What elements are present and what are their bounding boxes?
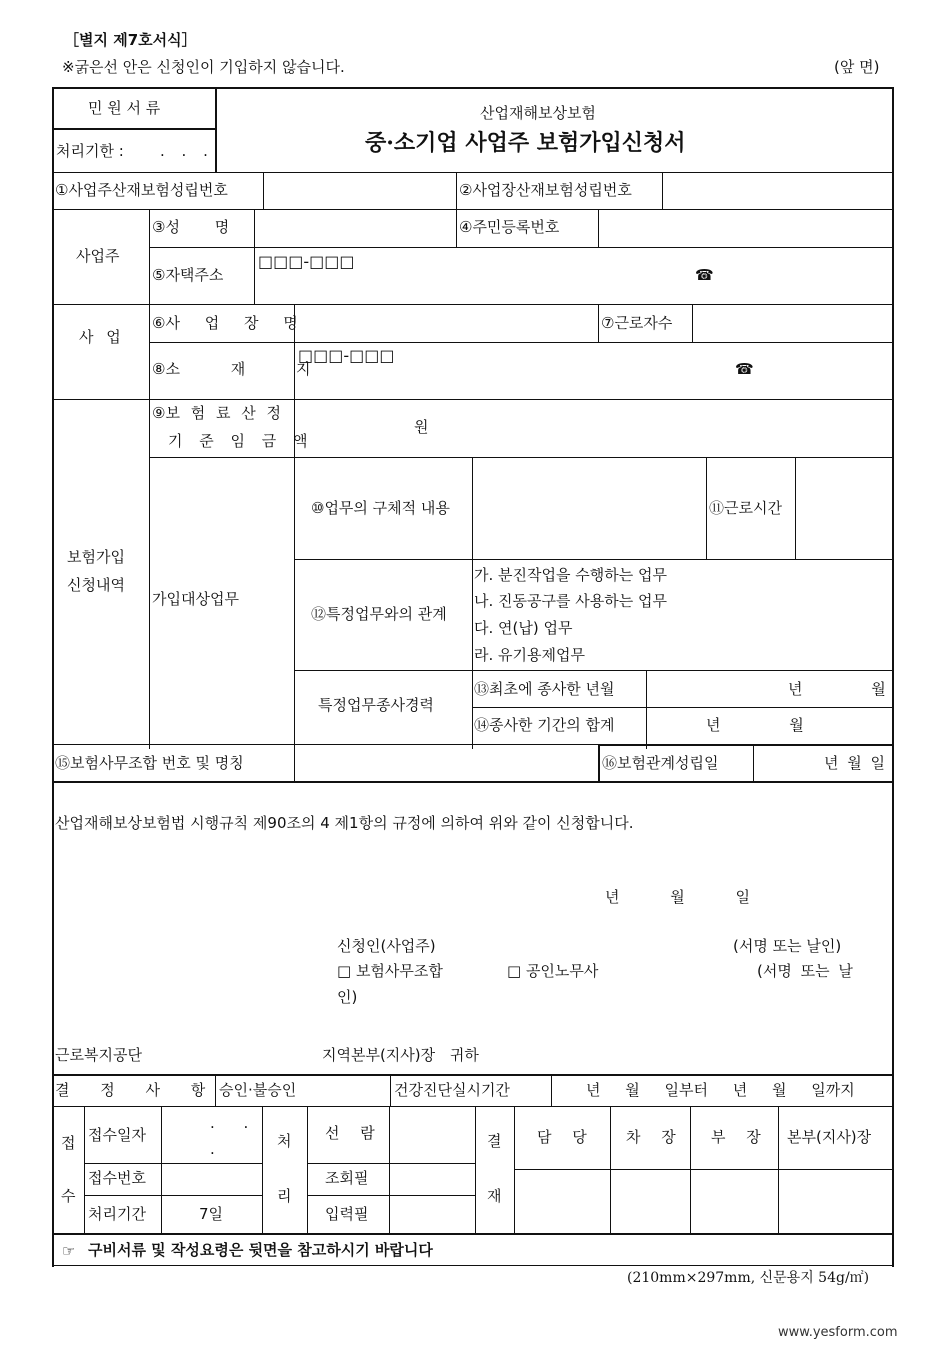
office-col-389 (389, 1106, 390, 1234)
office-col-610 (610, 1106, 611, 1234)
decision-col3 (551, 1074, 552, 1107)
declaration-date[interactable]: 년 월 일 (605, 888, 751, 906)
business-label: 사 업 (79, 328, 121, 346)
option-insurance-union[interactable]: □ 보험사무조합 (337, 962, 443, 980)
business-phone-icon: ☎ (735, 360, 754, 378)
option-solvent[interactable]: 라. 유기용제업무 (474, 646, 585, 664)
row1-div2 (456, 172, 457, 247)
pointer-icon: ☞ (62, 1242, 76, 1260)
approver-deputy: 차 장 (626, 1128, 676, 1146)
recipient-org: 근로복지공단 (55, 1046, 142, 1064)
read-label: 선 람 (325, 1124, 375, 1142)
recipient-title: 지역본부(지사)장 귀하 (322, 1046, 479, 1064)
owner-mid (149, 247, 894, 248)
relation-label: ⑫특정업무와의 관계 (311, 605, 447, 623)
decision-top (52, 1074, 894, 1076)
worker-count-label: ⑦근로자수 (601, 314, 673, 332)
process-period-value: 7일 (199, 1205, 224, 1223)
row1-bottom (52, 209, 894, 210)
workplace-insurance-no-label: ②사업장산재보험성립번호 (459, 181, 632, 199)
process-period-label: 처리기간 (88, 1205, 146, 1223)
office-col-262 (262, 1106, 263, 1234)
row15-col2 (598, 744, 600, 782)
won-unit: 원 (414, 418, 429, 436)
address-label: ⑤자택주소 (152, 266, 224, 284)
sign-note-1: (서명 또는 날인) (733, 937, 842, 955)
office-row-a2 (84, 1195, 262, 1196)
row15-col1 (294, 744, 295, 782)
total-period-label: ⑭종사한 기간의 합계 (474, 716, 615, 734)
task-detail-field[interactable] (475, 460, 703, 556)
frame-bottom (52, 1265, 894, 1266)
business-bottom (52, 399, 894, 400)
phone-icon: ☎ (695, 266, 714, 284)
row15-bottom (52, 781, 894, 783)
option-vibration[interactable]: 나. 진동공구를 사용하는 업무 (474, 592, 667, 610)
minwon-divider (52, 128, 216, 130)
office-col-778 (778, 1106, 779, 1234)
office-col-161 (161, 1106, 162, 1234)
relation-date-label: ⑯보험관계성립일 (602, 754, 719, 772)
office-row-c1 (514, 1169, 894, 1170)
union-label: ⑮보험사무조합 번호 및 명칭 (55, 754, 244, 772)
owner-insurance-no-label: ①사업주산재보험성립번호 (55, 181, 228, 199)
first-start-label: ⑬최초에 종사한 년월 (474, 680, 615, 698)
business-postal-boxes[interactable]: □□□-□□□ (298, 346, 395, 365)
wage-field[interactable] (297, 401, 889, 455)
su-label: 수 (61, 1187, 76, 1205)
checkup-period[interactable]: 년 월 일부터 년 월 일까지 (586, 1081, 855, 1099)
office-row-a1 (84, 1163, 262, 1164)
paper-size: (210mm×297mm, 신문용지 54g/㎡) (627, 1270, 870, 1286)
decision-col1 (215, 1074, 216, 1107)
option-labor-attorney[interactable]: □ 공인노무사 (507, 962, 599, 980)
approver-head: 본부(지사)장 (787, 1128, 872, 1146)
footer-note: 구비서류 및 작성요령은 뒷면을 참고하시기 바랍니다 (88, 1241, 433, 1259)
owner-postal-boxes[interactable]: □□□-□□□ (258, 252, 355, 271)
target-task-label: 가입대상업무 (152, 590, 239, 608)
office-col-690 (690, 1106, 691, 1234)
name-label: ③성 명 (152, 218, 230, 236)
approve-label[interactable]: 승인·불승인 (219, 1081, 297, 1099)
owner-bottom (52, 304, 894, 305)
checkup-label: 건강진단실시기간 (394, 1081, 510, 1099)
sign-note-2-cont: 인) (337, 988, 358, 1006)
title-divider (215, 87, 217, 173)
location-label: ⑧소 재 지 (152, 360, 311, 378)
ins-col-472 (472, 457, 473, 749)
frame-top (52, 87, 894, 89)
worker-count-field[interactable] (695, 306, 889, 340)
deadline-dots: . . . (160, 142, 214, 160)
approver-staff: 담 당 (537, 1128, 587, 1146)
gyeol-label: 결 (487, 1132, 502, 1150)
ins-col-294 (294, 399, 295, 749)
jeop-label: 접 (61, 1134, 76, 1152)
row16-top-bold (598, 744, 894, 746)
work-hours-field[interactable] (798, 460, 890, 556)
option-lead[interactable]: 다. 연(납) 업무 (474, 619, 573, 637)
col-149 (149, 209, 150, 749)
receipt-date-dots-2: . (210, 1140, 215, 1158)
page-side: (앞 면) (834, 58, 880, 76)
workplace-name-field[interactable] (297, 306, 595, 340)
row1-div1 (263, 172, 264, 210)
form-number: ［별지 제7호서식］ (64, 31, 197, 49)
ins-relation-bottom (294, 670, 894, 671)
office-row-b2 (307, 1195, 475, 1196)
approver-manager: 부 장 (711, 1128, 761, 1146)
rrn-label: ④주민등록번호 (459, 218, 560, 236)
business-mid (149, 342, 894, 343)
owner-label: 사업주 (76, 247, 120, 265)
decision-label: 결 정 사 항 (55, 1081, 206, 1099)
frame-left (52, 87, 54, 1267)
name-field[interactable] (257, 211, 453, 245)
row1-div3 (662, 172, 663, 210)
insurance-label-2: 신청내역 (67, 576, 125, 594)
office-col-514 (514, 1106, 515, 1234)
owner-insurance-no-field[interactable] (265, 174, 453, 206)
receipt-no-label: 접수번호 (88, 1169, 146, 1187)
task-detail-label: ⑩업무의 구체적 내용 (311, 499, 450, 517)
wage-label-2: 기 준 임 금 액 (168, 432, 316, 450)
wage-label-1: ⑨보 험 료 산 정 (152, 404, 281, 422)
workplace-insurance-no-field[interactable] (665, 174, 889, 206)
applicant-label: 신청인(사업주) (337, 937, 436, 955)
option-dust[interactable]: 가. 분진작업을 수행하는 업무 (474, 566, 667, 584)
relation-date[interactable]: 년 월 일 (824, 754, 886, 772)
rrn-field[interactable] (601, 211, 889, 245)
union-field[interactable] (297, 747, 595, 779)
frame-right (892, 87, 894, 1267)
business-col3 (598, 304, 599, 343)
deadline-label: 처리기한 : (56, 142, 124, 160)
form-subtitle: 산업재해보상보험 (480, 104, 596, 122)
office-row-b1 (307, 1163, 475, 1164)
receipt-date-dots: . . (210, 1114, 249, 1132)
total-period-ym[interactable]: 년 월 (706, 716, 804, 734)
sign-note-2: (서명 또는 날 (757, 962, 853, 980)
ins-col-795 (795, 457, 796, 559)
owner-col3 (598, 209, 599, 247)
office-col-84 (84, 1106, 85, 1234)
workplace-name-label: ⑥사 업 장 명 (152, 314, 298, 332)
checked-label: 조회필 (325, 1169, 369, 1187)
jae-label: 재 (487, 1187, 502, 1205)
ri-label: 리 (277, 1187, 292, 1205)
decision-col2 (390, 1074, 391, 1107)
ins-col-646 (646, 670, 647, 749)
insurance-label-1: 보험가입 (67, 548, 125, 566)
row15-col3 (753, 744, 754, 782)
ins-task-bottom (294, 559, 894, 560)
ins-career-mid (472, 707, 894, 708)
minwon-label: 민 원 서 류 (88, 99, 161, 117)
ins-wage-bottom (149, 457, 894, 458)
entered-label: 입력필 (325, 1205, 369, 1223)
office-col-475 (475, 1106, 476, 1234)
business-col4 (692, 304, 693, 343)
site-link[interactable]: www.yesform.com (778, 1325, 898, 1340)
first-start-ym[interactable]: 년 월 (788, 680, 886, 698)
receipt-date-label: 접수일자 (88, 1126, 146, 1144)
work-hours-label: ⑪근로시간 (709, 499, 782, 517)
bold-line-note: ※굵은선 안은 신청인이 기입하지 않습니다. (62, 58, 345, 76)
title-bottom (52, 172, 894, 173)
decision-bottom (52, 1106, 894, 1107)
cheo-label: 처 (277, 1132, 292, 1150)
ins-col-706 (706, 457, 707, 559)
owner-col2 (254, 209, 255, 305)
form-title: 중·소기업 사업주 보험가입신청서 (365, 130, 686, 156)
declaration-text: 산업재해보상보험법 시행규칙 제90조의 4 제1항의 규정에 의하여 위와 같이 신청합니다. (55, 814, 634, 832)
office-col-307 (307, 1106, 308, 1234)
career-label: 특정업무종사경력 (318, 696, 434, 714)
office-bottom (52, 1233, 894, 1235)
